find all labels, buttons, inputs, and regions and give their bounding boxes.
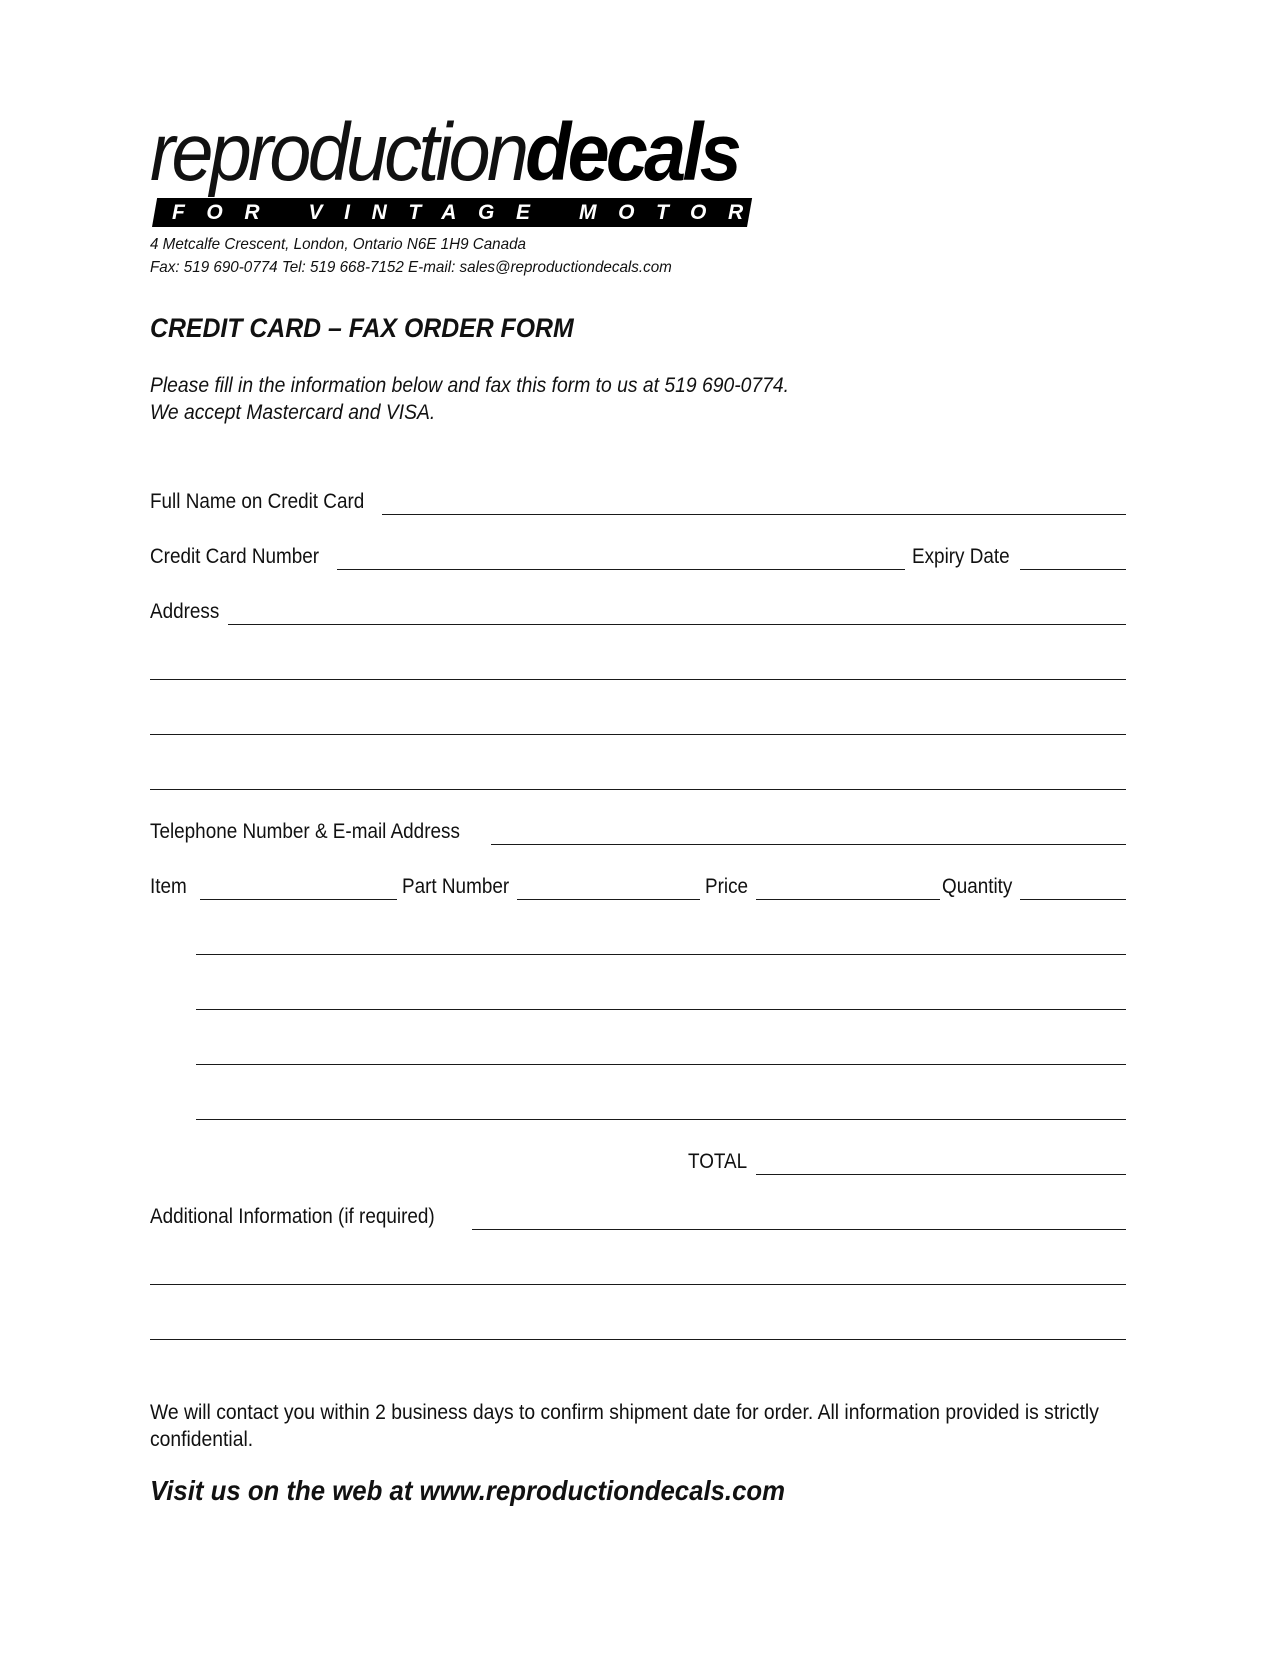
- address-field-line-1[interactable]: [228, 624, 1126, 625]
- phone-email-field[interactable]: [491, 844, 1126, 845]
- website-callout: Visit us on the web at www.reproductiondecals.com: [150, 1475, 786, 1506]
- company-contact-info: Fax: 519 690-0774 Tel: 519 668-7152 E-mail: sales@reproductiondecals.com: [150, 259, 672, 276]
- company-logo: [150, 107, 739, 198]
- quantity-field[interactable]: [1020, 899, 1126, 900]
- expiry-date-field[interactable]: [1020, 569, 1126, 570]
- additional-info-line-1[interactable]: [472, 1229, 1126, 1230]
- total-field[interactable]: [756, 1174, 1126, 1175]
- address-field-line-4[interactable]: [150, 789, 1126, 790]
- label-price: Price: [705, 875, 749, 898]
- item-line-4[interactable]: [196, 1064, 1126, 1065]
- additional-info-line-3[interactable]: [150, 1339, 1126, 1340]
- price-field[interactable]: [756, 899, 940, 900]
- address-field-line-2[interactable]: [150, 679, 1126, 680]
- address-field-line-3[interactable]: [150, 734, 1126, 735]
- instructions-line-1: Please fill in the information below and fax this form to us at 519 690-0774.: [150, 374, 790, 397]
- logo-text-bold: decals: [525, 107, 739, 198]
- item-line-5[interactable]: [196, 1119, 1126, 1120]
- item-line-2[interactable]: [196, 954, 1126, 955]
- logo-tagline: FOR VINTAGE MOTORCYCLES: [172, 201, 980, 224]
- label-address: Address: [150, 600, 220, 623]
- part-number-field[interactable]: [517, 899, 700, 900]
- logo-text-light: reproduction: [150, 107, 526, 198]
- card-number-field[interactable]: [337, 569, 905, 570]
- label-card-number: Credit Card Number: [150, 545, 320, 568]
- item-line-3[interactable]: [196, 1009, 1126, 1010]
- label-quantity: Quantity: [942, 875, 1013, 898]
- form-title: CREDIT CARD – FAX ORDER FORM: [150, 313, 574, 343]
- label-full-name: Full Name on Credit Card: [150, 490, 365, 513]
- label-expiry-date: Expiry Date: [912, 545, 1010, 568]
- label-item: Item: [150, 875, 187, 898]
- label-total: TOTAL: [688, 1150, 748, 1173]
- instructions-line-2: We accept Mastercard and VISA.: [150, 401, 436, 424]
- label-phone-email: Telephone Number & E-mail Address: [150, 820, 460, 843]
- label-part-number: Part Number: [402, 875, 510, 898]
- company-address: 4 Metcalfe Crescent, London, Ontario N6E 1H9 Canada: [150, 236, 526, 253]
- item-field[interactable]: [200, 899, 397, 900]
- footer-note: We will contact you within 2 business days to confirm shipment date for order. All information provided is strictly confidential.: [150, 1401, 1099, 1451]
- full-name-field[interactable]: [382, 514, 1126, 515]
- additional-info-line-2[interactable]: [150, 1284, 1126, 1285]
- label-additional-info: Additional Information (if required): [150, 1205, 435, 1228]
